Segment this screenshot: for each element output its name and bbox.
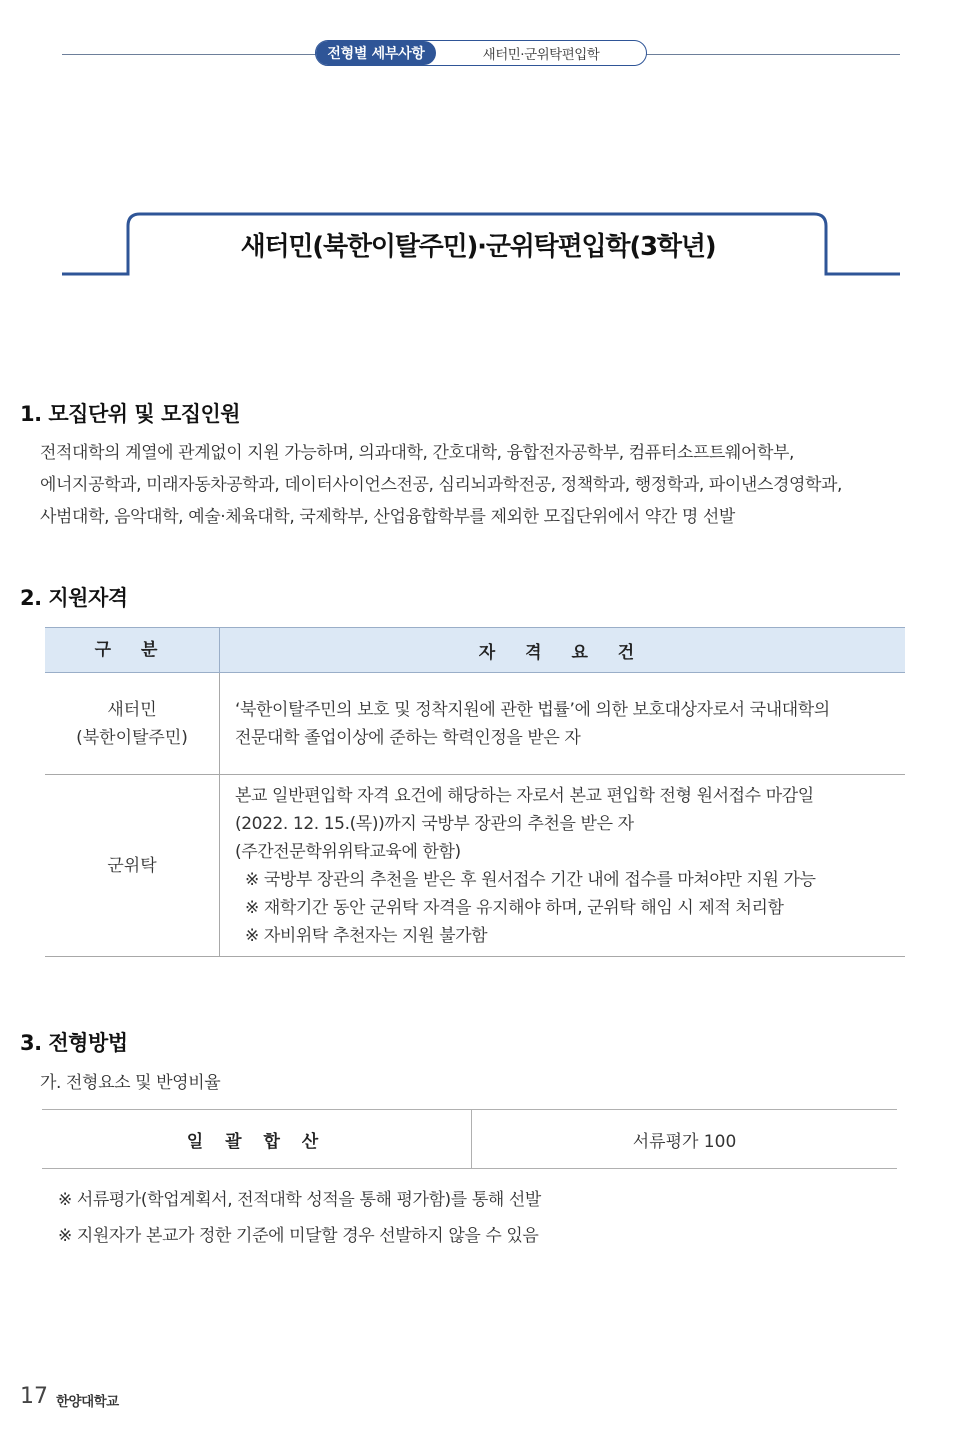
requirement-note: ※ 재학기간 동안 군위탁 자격을 유지해야 하며, 군위탁 해임 시 제적 처리함: [245, 897, 784, 918]
remark: ※ 지원자가 본교가 정한 기준에 미달할 경우 선발하지 않을 수 있음: [58, 1226, 539, 1246]
university-name: 한양대학교: [56, 1394, 119, 1410]
requirement-line: 본교 일반편입학 자격 요건에 해당하는 자로서 본교 편입학 전형 원서접수 마감일: [235, 785, 814, 806]
selection-method-table: [42, 1109, 897, 1169]
header-subtitle: 새터민·군위탁편입학: [482, 47, 600, 63]
method-value-cell: 서류평가 100: [472, 1110, 898, 1169]
requirement-line: (주간전문학위위탁교육에 한함): [235, 841, 461, 862]
section3-heading: 3. 전형방법: [20, 1031, 128, 1055]
requirement-note: ※ 자비위탁 추천자는 지원 불가함: [245, 925, 488, 946]
table-row: [45, 775, 905, 957]
header-category-cell: 구 분: [45, 628, 220, 673]
requirement-line: ‘북한이탈주민의 보호 및 정착지원에 관한 법률’에 의한 보호대상자로서 국내대학의: [235, 699, 830, 720]
requirement-cell: [220, 775, 906, 957]
section1-line: 사범대학, 음악대학, 예술·체육대학, 국제학부, 산업융합학부를 제외한 모집단위에서 약간 명 선발: [40, 507, 735, 527]
table-row: [42, 1110, 897, 1169]
page-title: 새터민(북한이탈주민)·군위탁편입학(3학년): [240, 232, 716, 262]
page-number: 17: [20, 1384, 48, 1409]
section1-line: 전적대학의 계열에 관계없이 지원 가능하며, 의과대학, 간호대학, 융합전자공학부, 컴퓨터소프트웨어학부,: [40, 443, 794, 463]
header-category: 전형별 세부사항: [316, 41, 436, 65]
requirement-cell: [220, 673, 906, 775]
category-line: (북한이탈주민): [76, 727, 188, 748]
table-header-row: [45, 628, 905, 673]
section1-body: [40, 437, 940, 533]
section2-heading: 2. 지원자격: [20, 586, 128, 610]
section1-line: 에너지공학과, 미래자동차공학과, 데이터사이언스전공, 심리뇌과학전공, 정책학과, 행정학과, 파이낸스경영학과,: [40, 475, 843, 495]
method-label-cell: 일 괄 합 산: [42, 1110, 472, 1169]
section3-subheading: 가. 전형요소 및 반영비율: [40, 1073, 221, 1093]
category-line: 군위탁: [107, 855, 157, 876]
table-row: [45, 673, 905, 775]
category-cell: [45, 673, 220, 775]
requirement-note: ※ 국방부 장관의 추천을 받은 후 원서접수 기간 내에 접수를 마쳐야만 지원 가능: [245, 869, 816, 890]
category-line: 새터민: [107, 699, 157, 720]
header-tab: [315, 40, 647, 66]
requirement-line: 전문대학 졸업이상에 준하는 학력인정을 받은 자: [235, 727, 581, 748]
header-requirement-cell: 자 격 요 건: [220, 628, 906, 673]
remark: ※ 서류평가(학업계획서, 전적대학 성적을 통해 평가함)를 통해 선발: [58, 1190, 541, 1210]
qualification-table: [45, 627, 905, 957]
section1-heading: 1. 모집단위 및 모집인원: [20, 402, 241, 426]
category-cell: [45, 775, 220, 957]
requirement-line: (2022. 12. 15.(목))까지 국방부 장관의 추천을 받은 자: [235, 813, 634, 834]
